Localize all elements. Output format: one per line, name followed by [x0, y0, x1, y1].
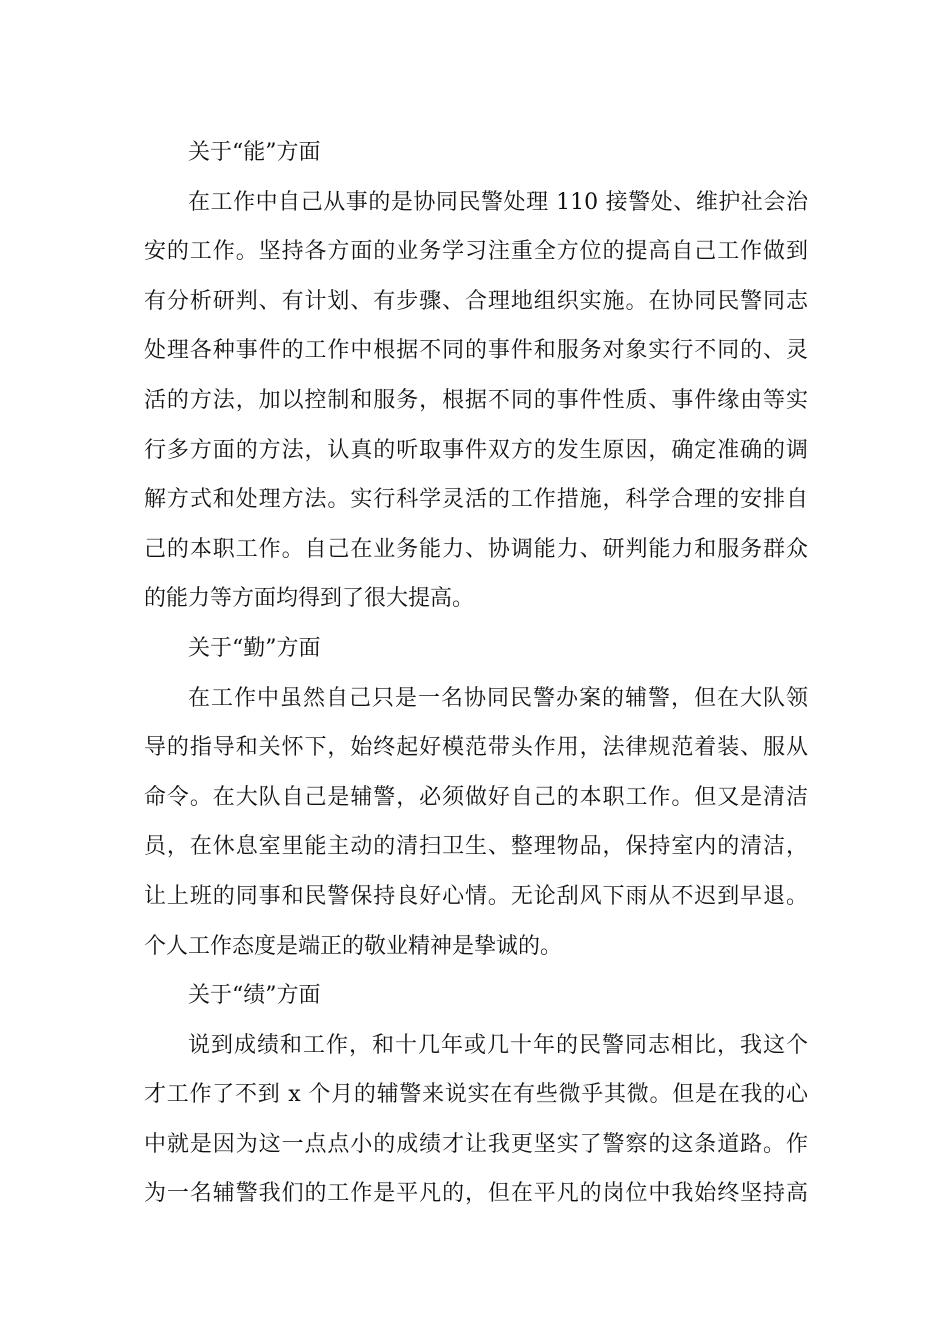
document-line: 才工作了不到 x 个月的辅警来说实在有些微乎其微。但是在我的心: [144, 1082, 808, 1108]
document-line: 有分析研判、有计划、有步骤、合理地组织实施。在协同民警同志: [144, 288, 808, 314]
document-line: 行多方面的方法，认真的听取事件双方的发生原因，确定准确的调: [144, 437, 808, 463]
document-line: 员，在休息室里能主动的清扫卫生、整理物品，保持室内的清洁，: [144, 834, 808, 860]
document-line: 处理各种事件的工作中根据不同的事件和服务对象实行不同的、灵: [144, 338, 808, 364]
document-line: 关于“绩”方面: [188, 983, 321, 1009]
document-line: 中就是因为这一点点小的成绩才让我更坚实了警察的这条道路。作: [144, 1131, 808, 1157]
document-line: 解方式和处理方法。实行科学灵活的工作措施，科学合理的安排自: [144, 487, 808, 513]
document-line: 命令。在大队自己是辅警，必须做好自己的本职工作。但又是清洁: [144, 784, 808, 810]
document-body: [144, 128, 808, 1219]
document-line: 活的方法，加以控制和服务，根据不同的事件性质、事件缘由等实: [144, 387, 808, 413]
document-line: 个人工作态度是端正的敬业精神是挚诚的。: [144, 933, 563, 959]
document-line: 为一名辅警我们的工作是平凡的，但在平凡的岗位中我始终坚持高: [144, 1181, 808, 1207]
document-line: 安的工作。坚持各方面的业务学习注重全方位的提高自己工作做到: [144, 239, 808, 265]
document-line: 让上班的同事和民警保持良好心情。无论刮风下雨从不迟到早退。: [144, 883, 808, 909]
document-line: 在工作中自己从事的是协同民警处理 110 接警处、维护社会治: [188, 189, 808, 215]
document-line: 在工作中虽然自己只是一名协同民警办案的辅警，但在大队领: [188, 685, 808, 711]
document-line: 导的指导和关怀下，始终起好模范带头作用，法律规范着装、服从: [144, 735, 808, 761]
document-line: 说到成绩和工作，和十几年或几十年的民警同志相比，我这个: [188, 1032, 808, 1058]
document-line: 己的本职工作。自己在业务能力、协调能力、研判能力和服务群众: [144, 536, 808, 562]
document-line: 关于“勤”方面: [188, 635, 321, 661]
document-line: 关于“能”方面: [188, 140, 321, 165]
document-line: 的能力等方面均得到了很大提高。: [144, 586, 475, 612]
